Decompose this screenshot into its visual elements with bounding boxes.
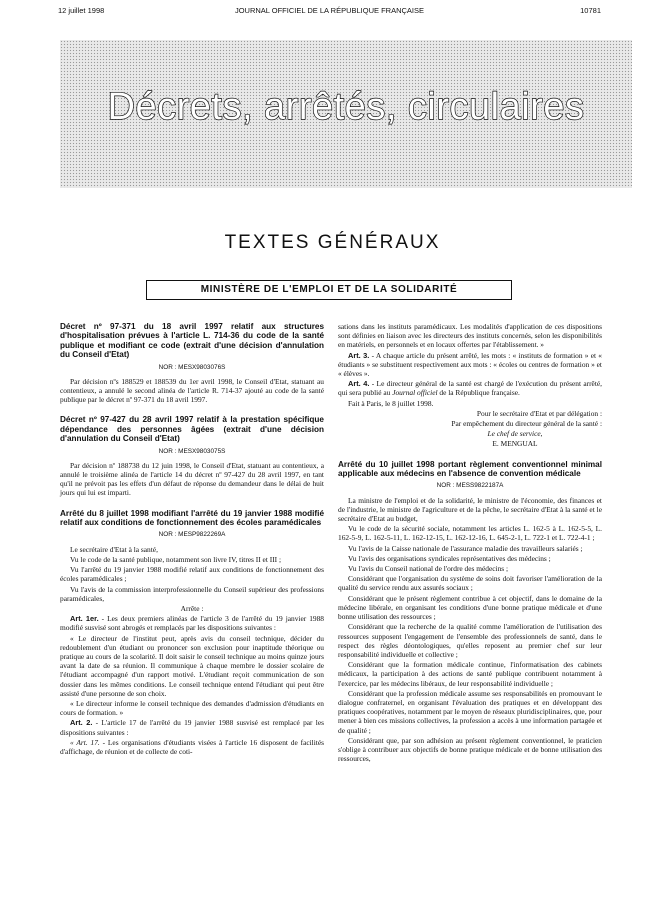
article-label: Art. 2. bbox=[70, 718, 93, 728]
article-label: « Art. 17. bbox=[70, 737, 100, 747]
order-2-paragraph: Considérant que, par son adhésion au présent règlement conventionnel, le praticien s'oblige à contribuer aux objectifs de bonne pratique médicale et de bonne utilisation des ressources, bbox=[338, 735, 602, 764]
order-1-paragraph: Vu l'arrêté du 19 janvier 1988 modifié relatif aux conditions de fonctionnement des écoles paramédicales ; bbox=[60, 565, 324, 584]
order-1-quote: « Le directeur informe le conseil technique des demandes d'admission d'étudiants en cours de formation. » bbox=[60, 698, 324, 718]
journal-name: Journal officiel bbox=[392, 388, 438, 398]
order-2-paragraph: Vu l'avis des organisations syndicales représentatives des médecins ; bbox=[348, 553, 551, 563]
article-text: - A chaque article du présent arrêté, les mots : « instituts de formation » et « étudiants » se substituent respectivement aux mots : « écoles ou centres de formation » et « élèves ». bbox=[338, 350, 602, 379]
signature-line: Pour le secrétaire d'Etat et par délégation : bbox=[476, 408, 602, 418]
order-2-nor: NOR : MESS9822187A bbox=[436, 482, 504, 490]
article-text: - Les organisations d'étudiants visées à l'article 16 disposent de facilités d'affichage, de réunion et de collecte de coti- bbox=[60, 737, 324, 756]
order-2-paragraph: Considérant que la profession médicale assume ses responsabilités en promouvant le dialogue confraternel, en organisant l'évaluation des pratiques et en développant des pratiques coopératives, notamment par le moyen de réseaux pluridisciplinaires, que, pour mener à bien ces missions collectives, la profession a accès à une information partagée et de qualité ; bbox=[338, 688, 602, 735]
article-text: - Les deux premiers alinéas de l'article 3 de l'arrêté du 19 janvier 1988 modifié susvisé sont abrogés et remplacés par les dispositions suivantes : bbox=[60, 614, 324, 633]
section-title: TEXTES GÉNÉRAUX bbox=[224, 232, 441, 253]
article-text: - L'article 17 de l'arrêté du 19 janvier 1988 susvisé est remplacé par les dispositions suivantes : bbox=[60, 718, 325, 737]
order-1-article-1 bbox=[60, 614, 324, 632]
header-date: 12 juillet 1998 bbox=[58, 6, 105, 15]
left-column bbox=[60, 322, 324, 757]
order-1-paragraph: Le secrétaire d'Etat à la santé, bbox=[70, 544, 158, 554]
article-text: - Le directeur général de la santé est chargé de l'exécution du présent arrêté, qui sera publié au bbox=[338, 379, 602, 398]
order-2-paragraph: Considérant que l'organisation du système de soins doit favoriser l'amélioration de la qualité du service rendu aux assurés sociaux ; bbox=[338, 574, 602, 593]
banner-title: Décrets, arrêtés, circulaires bbox=[107, 86, 585, 128]
order-1-paragraph: Vu le code de la santé publique, notamment son livre IV, titres II et III ; bbox=[70, 554, 282, 564]
article-text: de la République française. bbox=[437, 388, 520, 398]
order-1-continuation: sations dans les instituts paramédicaux. Les modalités d'application de ces dispositions sont définies en liaison avec les directeurs des instituts concernés, selon les disponibilités en matériels, en personnels et en locaux offertes par l'établissement. » bbox=[338, 322, 602, 350]
decree-2-title: Décret nº 97-427 du 28 avril 1997 relatif à la prestation spécifique dépendance des personnes âgées (extrait d'une décision d'annulation du Conseil d'Etat) bbox=[60, 415, 324, 444]
article-label: Art. 1er. bbox=[70, 614, 99, 624]
decree-1-nor: NOR : MESX9803076S bbox=[158, 363, 226, 371]
signature-name: E. MENGUAL bbox=[492, 439, 538, 449]
order-2-paragraph: Considérant que la recherche de la qualité comme l'amélioration de l'utilisation des ressources supposent l'engagement de l'ensemble des professionnels de santé, dans le respect des règles déontologiques, qu'elles reposent au premier chef sur leur responsabilité individuelle et collective ; bbox=[338, 622, 602, 659]
order-1-quote: « Le directeur de l'institut peut, après avis du conseil technique, décider du redoublement d'un étudiant ou prononcer son exclusion pour inaptitude théorique ou pratique au cours de la scolarité. Il doit saisir le conseil technique au moins quinze jours avant la date de sa réunion. Il communique à chaque membre le dossier scolaire de l'étudiant accompagné d'un rapport motivé. L'étudiant reçoit communication de son dossier dans les mêmes conditions. Le conseil technique entend l'étudiant qui peut être assisté d'une personne de son choix. bbox=[60, 633, 324, 698]
order-1-article-4 bbox=[338, 379, 602, 397]
header-journal-title: JOURNAL OFFICIEL DE LA RÉPUBLIQUE FRANÇAISE bbox=[234, 6, 425, 15]
order-1-title: Arrêté du 8 juillet 1998 modifiant l'arrêté du 19 janvier 1988 modifié relatif aux conditions de fonctionnement des écoles paramédicales bbox=[60, 508, 324, 528]
order-2-paragraph: La ministre de l'emploi et de la solidarité, le ministre de l'économie, des finances et de l'industrie, le ministre de l'agriculture et de la pêche, le secrétaire d'Etat à la santé et le secrétaire d'Etat au budget, bbox=[338, 495, 602, 524]
decree-1-text: Par décision nºs 188529 et 188539 du 1er avril 1998, le Conseil d'Etat, statuant au contentieux, a annulé le second alinéa de l'article R. 714-37 ajouté au code de la santé publique par le décret nº 97-371 du 18 avril 1997. bbox=[60, 376, 324, 405]
article-label: Art. 4. bbox=[348, 379, 370, 389]
decree-2-nor: NOR : MESX9803075S bbox=[158, 447, 226, 455]
order-2-paragraph: Considérant que la formation médicale continue, l'informatisation des cabinets médicaux, la participation à des actions de santé publique contribuent notamment à l'exercice, par les médecins libéraux, de leur responsabilité individuelle ; bbox=[338, 660, 602, 688]
right-column bbox=[338, 322, 602, 764]
order-1-article-2 bbox=[60, 718, 324, 736]
decree-2-text: Par décision nº 188738 du 12 juin 1998, le Conseil d'Etat, statuant au contentieux, a annulé le troisième alinéa de l'article 14 du décret nº 97-427 du 28 avril 1997, en tant qu'il ne prévoit pas les effets d'un défaut de réponse du demandeur dans le délai de huit jours qui lui est imparti. bbox=[60, 460, 324, 498]
order-2-paragraph: Considérant que le présent règlement contribue à cet objectif, dans le domaine de la médecine libérale, en organisant les conditions d'une bonne pratique médicale et d'une bonne utilisation des ressources ; bbox=[338, 593, 602, 622]
banner bbox=[60, 40, 632, 188]
order-1-nor: NOR : MESP9822269A bbox=[158, 531, 226, 539]
order-1-arrete: Arrête : bbox=[180, 603, 204, 613]
running-header bbox=[58, 6, 601, 20]
signature-place-date: Fait à Paris, le 8 juillet 1998. bbox=[348, 398, 434, 408]
order-2-title: Arrêté du 10 juillet 1998 portant règlement conventionnel minimal applicable aux médecins en l'absence de convention médicale bbox=[338, 459, 602, 479]
signature-role: Le chef de service, bbox=[487, 429, 543, 439]
order-2-paragraph: Vu l'avis du Conseil national de l'ordre des médecins ; bbox=[348, 564, 509, 574]
order-2-paragraph: Vu le code de la sécurité sociale, notamment les articles L. 162-5 à L. 162-5-5, L. 162-5-9, L. 162-5-11, L. 162-12-15, L. 162-12-16, L. 645-2-1, L. 722-1 et L. 722-4-1 ; bbox=[338, 524, 602, 543]
header-page-number: 10781 bbox=[580, 6, 601, 15]
order-1-paragraph: Vu l'avis de la commission interprofessionnelle du Conseil supérieur des professions paramédicales, bbox=[60, 584, 324, 603]
order-2-paragraph: Vu l'avis de la Caisse nationale de l'assurance maladie des travailleurs salariés ; bbox=[348, 543, 583, 553]
order-1-article-17 bbox=[60, 738, 324, 756]
ministry-box: MINISTÈRE DE L'EMPLOI ET DE LA SOLIDARITÉ bbox=[146, 280, 512, 300]
order-1-article-3 bbox=[338, 351, 602, 379]
article-label: Art. 3. bbox=[348, 350, 370, 360]
signature-line: Par empêchement du directeur général de la santé : bbox=[451, 419, 602, 429]
decree-1-title: Décret nº 97-371 du 18 avril 1997 relatif aux structures d'hospitalisation prévues à l'article L. 714-36 du code de la santé publique et modifiant ce code (extrait d'une décision d'annulation du Conseil d'Etat) bbox=[60, 322, 324, 360]
